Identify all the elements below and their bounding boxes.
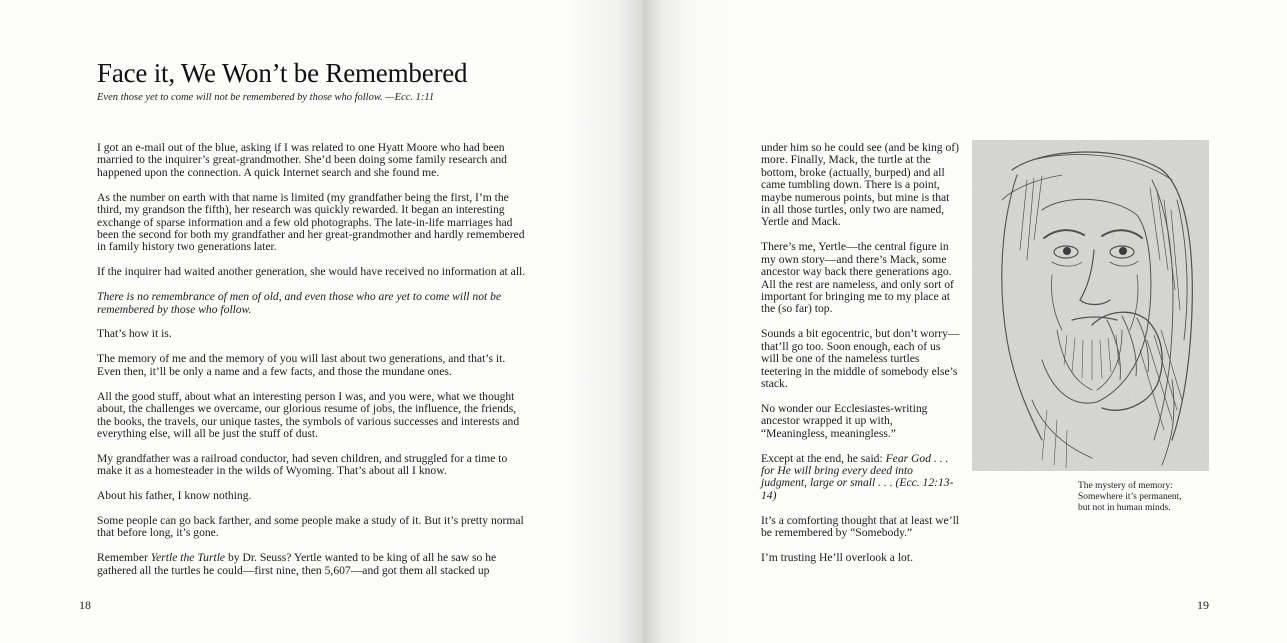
- text-run: Remember: [97, 551, 151, 565]
- sketch-drawing: [972, 140, 1209, 471]
- epigraph: Even those yet to come will not be remembered by those who follow. —Ecc. 1:11: [97, 92, 435, 103]
- text-run: Except at the end, he said:: [761, 451, 886, 465]
- paragraph: All the good stuff, about what an interesting person I was, and you were, what we thought about, the challenges we overcame, our glorious resume of jobs, the influence, the friends, the books, the travels, our unique tastes, the symbols of various successes and interests and everything else, will all be just the stuff of dust.: [97, 389, 520, 440]
- paragraph: I’m trusting He’ll overlook a lot.: [761, 550, 913, 564]
- page-number-right: 19: [1197, 598, 1209, 612]
- left-page: [0, 0, 643, 643]
- book-title: Yertle the Turtle: [150, 551, 226, 565]
- text-run: by Dr. Seuss? Yertle wanted to be king of all he saw so he gathered all the turtles he could—first nine, then 5,607—and got them all stacked up: [97, 551, 497, 577]
- paragraph: There’s me, Yertle—the central figure in my own story—and there’s Mack, some ancestor way back there generations ago. All the rest are nameless, and only sort of important for bringing me to my place at the (so far) top.: [761, 240, 954, 316]
- paragraph: If the inquirer had waited another generation, she would have received no information at all.: [97, 265, 526, 279]
- paragraph: As the number on earth with that name is limited (my grandfather being the first, I’m the third, my grandson the fifth), her research was quickly rewarded. It began an interesting exchange of sparse information and a few old photographs. The late-in-life marriages had been the second for both my grandfather and her great-grandmother and hardly remembered in family history two generations later.: [97, 190, 525, 254]
- paragraph: under him so he could see (and be king of) more. Finally, Mack, the turtle at the bottom, broke (actually, burped) and all came tumbling down. There is a point, maybe numerous points, but mine is that in all those turtles, only two are named, Yertle and Mack.: [761, 141, 960, 229]
- portrait-sketch-illustration: [972, 140, 1209, 471]
- page-number-left: 18: [79, 598, 91, 612]
- caption-line: but not in human minds.: [1078, 503, 1171, 513]
- paragraph: No wonder our Ecclesiastes-writing ancestor wrapped it up with, “Meaningless, meaningless.”: [761, 401, 928, 440]
- paragraph: The memory of me and the memory of you will last about two generations, and that’s it. Even then, it’ll be only a name and a few facts, and those the mundane ones.: [97, 352, 506, 378]
- paragraph: Sounds a bit egocentric, but don’t worry—that’ll go too. Soon enough, each of us will be one of the nameless turtles teetering in the middle of somebody else’s stack.: [761, 327, 960, 390]
- page-title: Face it, We Won’t be Remembered: [97, 58, 468, 88]
- right-body-text: [761, 142, 961, 577]
- scripture-quote: There is no remembrance of men of old, and even those who are yet to come will not be remembered by those who follow.: [97, 290, 502, 316]
- illustration-caption: [1078, 481, 1208, 514]
- paragraph-quote: [761, 453, 961, 503]
- paragraph: Some people can go back farther, and some people make a study of it. But it’s pretty normal that before long, it’s gone.: [97, 514, 524, 540]
- caption-line: The mystery of memory:: [1078, 481, 1173, 491]
- paragraph: I got an e-mail out of the blue, asking if I was related to one Hyatt Moore who had been married to the inquirer’s great-grandmother. She’d been doing some family research and happened upon the connection. A quick Internet search and she found me.: [97, 141, 507, 179]
- paragraph: That’s how it is.: [97, 327, 172, 341]
- paragraph: About his father, I know nothing.: [97, 489, 252, 503]
- left-body-text: [97, 142, 529, 590]
- scripture-quote: Fear God . . . for He will bring every deed into judgment, large or small . . . (Ecc. 12:13-14): [761, 451, 954, 502]
- caption-line: Somewhere it’s permanent,: [1078, 492, 1182, 502]
- paragraph-yertle: [97, 552, 529, 577]
- paragraph: My grandfather was a railroad conductor, had seven children, and struggled for a time to make it as a homesteader in the wilds of Wyoming. That’s about all I know.: [97, 451, 508, 478]
- paragraph: It’s a comforting thought that at least we’ll be remembered by “Somebody.”: [761, 513, 960, 540]
